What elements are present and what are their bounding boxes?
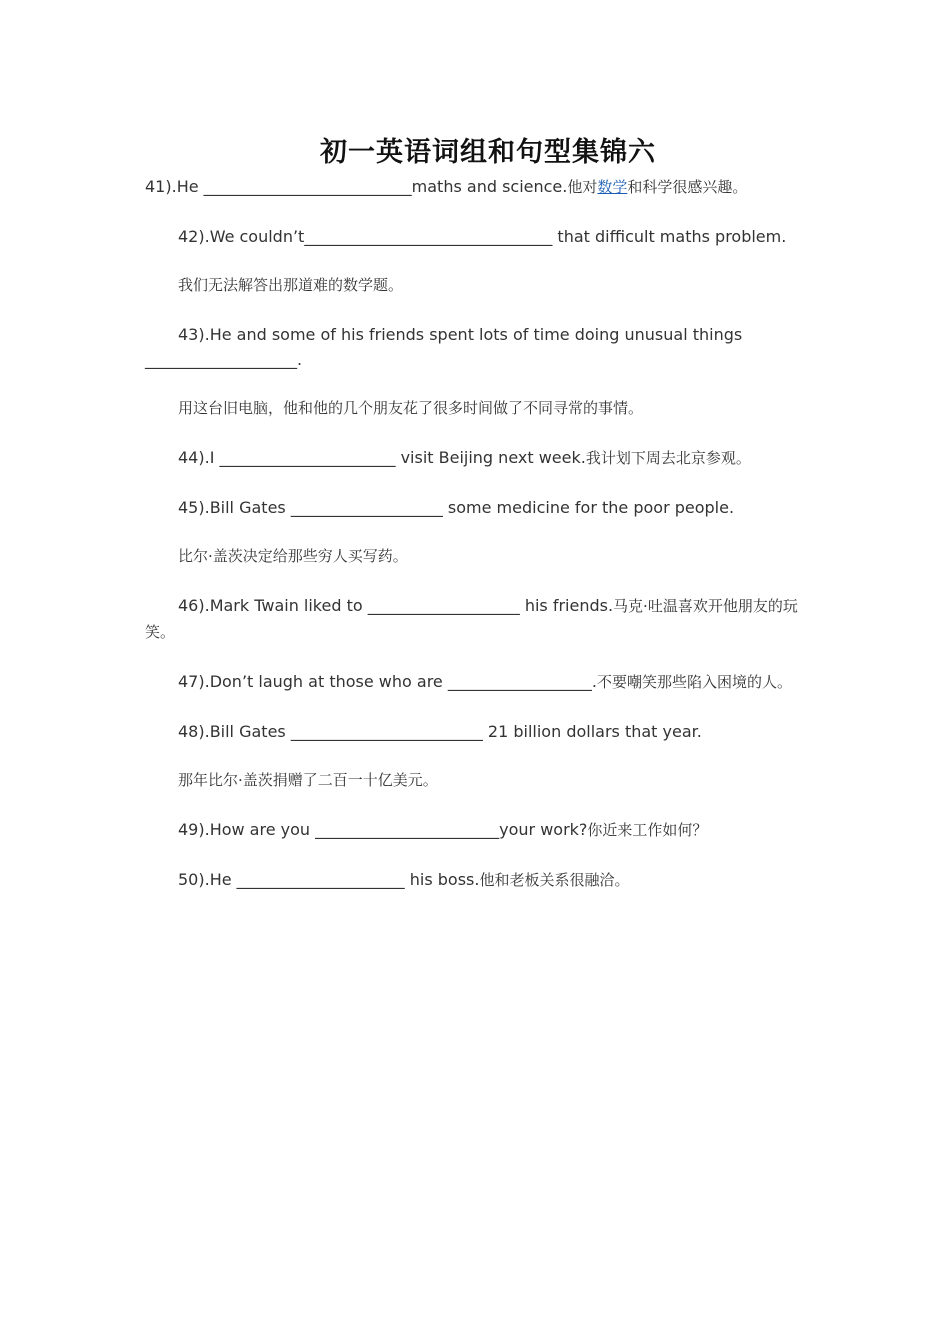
item-41-blank: __________________________ — [203, 177, 412, 196]
item-41-chinese-after: 和科学很感兴趣。 — [627, 178, 748, 196]
item-50-chinese: 他和老板关系很融洽。 — [479, 871, 630, 889]
document-title: 初一英语词组和句型集锦六 — [320, 137, 656, 168]
item-44-english: 44).I ______________________ visit Beijing next week. — [178, 448, 586, 467]
item-50-english: 50).He _____________________ his boss. — [178, 870, 480, 889]
item-48-translation: 那年比尔·盖茨捐赠了二百一十亿美元。 — [178, 771, 438, 789]
item-44 — [145, 445, 805, 471]
exercise-list — [145, 174, 805, 917]
item-48: 48).Bill Gates ________________________ 21 billion dollars that year. — [178, 722, 702, 741]
item-46-chinese: 马克·吐温喜欢开他朋友的玩笑。 — [145, 597, 798, 641]
item-47-english: 47).Don’t laugh at those who are __________________. — [178, 672, 597, 691]
item-46 — [145, 593, 805, 645]
item-43-translation: 用这台旧电脑，他和他的几个朋友花了很多时间做了不同寻常的事情。 — [178, 399, 644, 417]
item-49-english: 49).How are you _______________________your work? — [178, 820, 588, 839]
item-41 — [145, 174, 805, 200]
item-45: 45).Bill Gates ___________________ some medicine for the poor people. — [178, 498, 735, 517]
item-50 — [145, 867, 805, 893]
item-49-chinese: 你近来工作如何？ — [587, 821, 708, 839]
item-46-english: 46).Mark Twain liked to ___________________ his friends. — [178, 596, 614, 615]
item-42: 42).We couldn’t_______________________________ that difficult maths problem. — [178, 227, 787, 246]
item-47-chinese: 不要嘲笑那些陷入困境的人。 — [596, 673, 792, 691]
item-44-chinese: 我计划下周去北京参观。 — [585, 449, 751, 467]
math-link[interactable]: 数学 — [597, 178, 628, 196]
item-41-prefix: 41).He — [145, 177, 204, 196]
item-45-translation: 比尔·盖茨决定给那些穷人买写药。 — [178, 547, 408, 565]
item-43: 43).He and some of his friends spent lots of time doing unusual things ___________________. — [145, 325, 743, 369]
item-42-translation: 我们无法解答出那道难的数学题。 — [178, 276, 404, 294]
item-41-english: maths and science. — [411, 177, 568, 196]
item-41-chinese-before: 他对 — [567, 178, 598, 196]
item-49 — [145, 817, 805, 843]
item-47 — [145, 669, 805, 695]
